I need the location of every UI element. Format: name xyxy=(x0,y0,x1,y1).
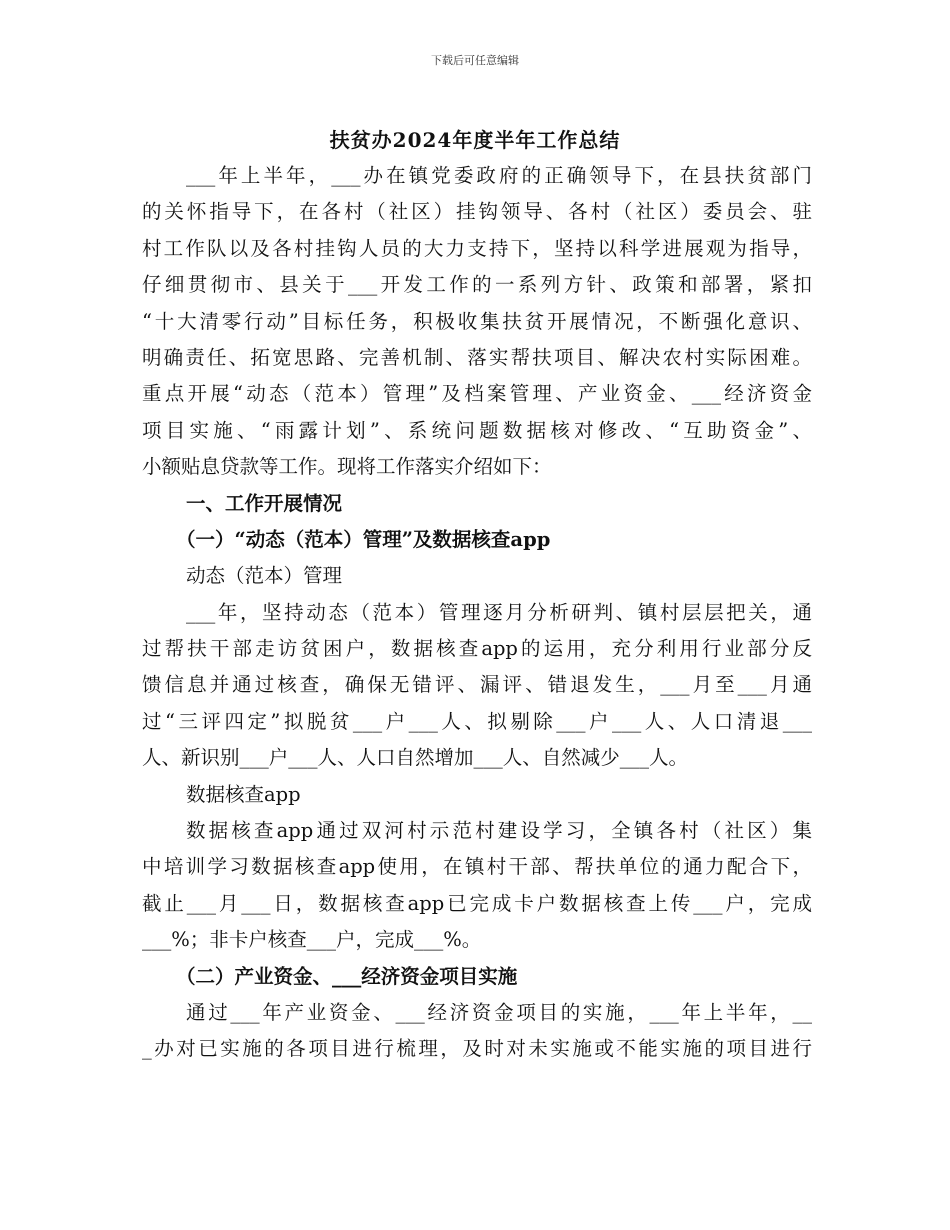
paragraph-line: 村工作队以及各村挂钩人员的大力支持下，坚持以科学进展观为指导， xyxy=(142,236,812,260)
paragraph-line: 数据核查app通过双河村示范村建设学习，全镇各村（社区）集 xyxy=(186,819,812,843)
item-heading: 数据核查app xyxy=(186,782,301,806)
paragraph-line: 中培训学习数据核查app使用，在镇村干部、帮扶单位的通力配合下， xyxy=(142,855,812,879)
document-title: 扶贫办2024年度半年工作总结 xyxy=(329,128,621,152)
paragraph-line: ___年，坚持动态（范本）管理逐月分析研判、镇村层层把关，通 xyxy=(186,600,812,624)
paragraph-line: 项目实施、“雨露计划”、系统问题数据核对修改、“互助资金”、 xyxy=(142,418,812,442)
subsection-heading: （二）产业资金、___经济资金项目实施 xyxy=(176,964,518,988)
paragraph-line: 通过___年产业资金、___经济资金项目的实施，___年上半年，__ xyxy=(186,1000,812,1024)
paragraph-line: 仔细贯彻市、县关于___开发工作的一系列方针、政策和部署，紧扣 xyxy=(142,273,812,297)
subsection-heading: （一）“动态（范本）管理”及数据核查app xyxy=(176,527,551,551)
paragraph-line: 明确责任、拓宽思路、完善机制、落实帮扶项目、解决农村实际困难。 xyxy=(142,345,812,369)
paragraph-line: 过“三评四定”拟脱贫___户___人、拟剔除___户___人、人口清退___ xyxy=(142,709,812,733)
paragraph-line: 人、新识别___户___人、人口自然增加___人、自然减少___人。 xyxy=(142,746,689,770)
paragraph-line: ___年上半年，___办在镇党委政府的正确领导下，在县扶贫部门 xyxy=(186,164,812,187)
paragraph-line: 过帮扶干部走访贫困户，数据核查app的运用，充分利用行业部分反 xyxy=(142,637,812,661)
page-header: 下载后可任意编辑 xyxy=(431,54,519,67)
paragraph-line: 馈信息并通过核查，确保无错评、漏评、错退发生，___月至___月通 xyxy=(142,673,812,697)
paragraph-line: 重点开展“动态（范本）管理”及档案管理、产业资金、___经济资金 xyxy=(142,382,812,406)
paragraph-line: ___%；非卡户核查___户，完成___%。 xyxy=(142,928,482,952)
document-body xyxy=(142,158,812,1068)
paragraph-line: “十大清零行动”目标任务，积极收集扶贫开展情况，不断强化意识、 xyxy=(142,309,812,333)
paragraph-line: 截止___月___日，数据核查app已完成卡户数据核查上传___户，完成 xyxy=(142,891,812,915)
item-heading: 动态（范本）管理 xyxy=(186,564,343,588)
paragraph-line: 小额贴息贷款等工作。现将工作落实介绍如下： xyxy=(142,455,552,479)
section-heading: 一、工作开展情况 xyxy=(186,491,343,515)
paragraph-line: _办对已实施的各项目进行梳理，及时对未实施或不能实施的项目进行 xyxy=(142,1037,812,1061)
paragraph-line: 的关怀指导下，在各村（社区）挂钩领导、各村（社区）委员会、驻 xyxy=(142,200,812,224)
